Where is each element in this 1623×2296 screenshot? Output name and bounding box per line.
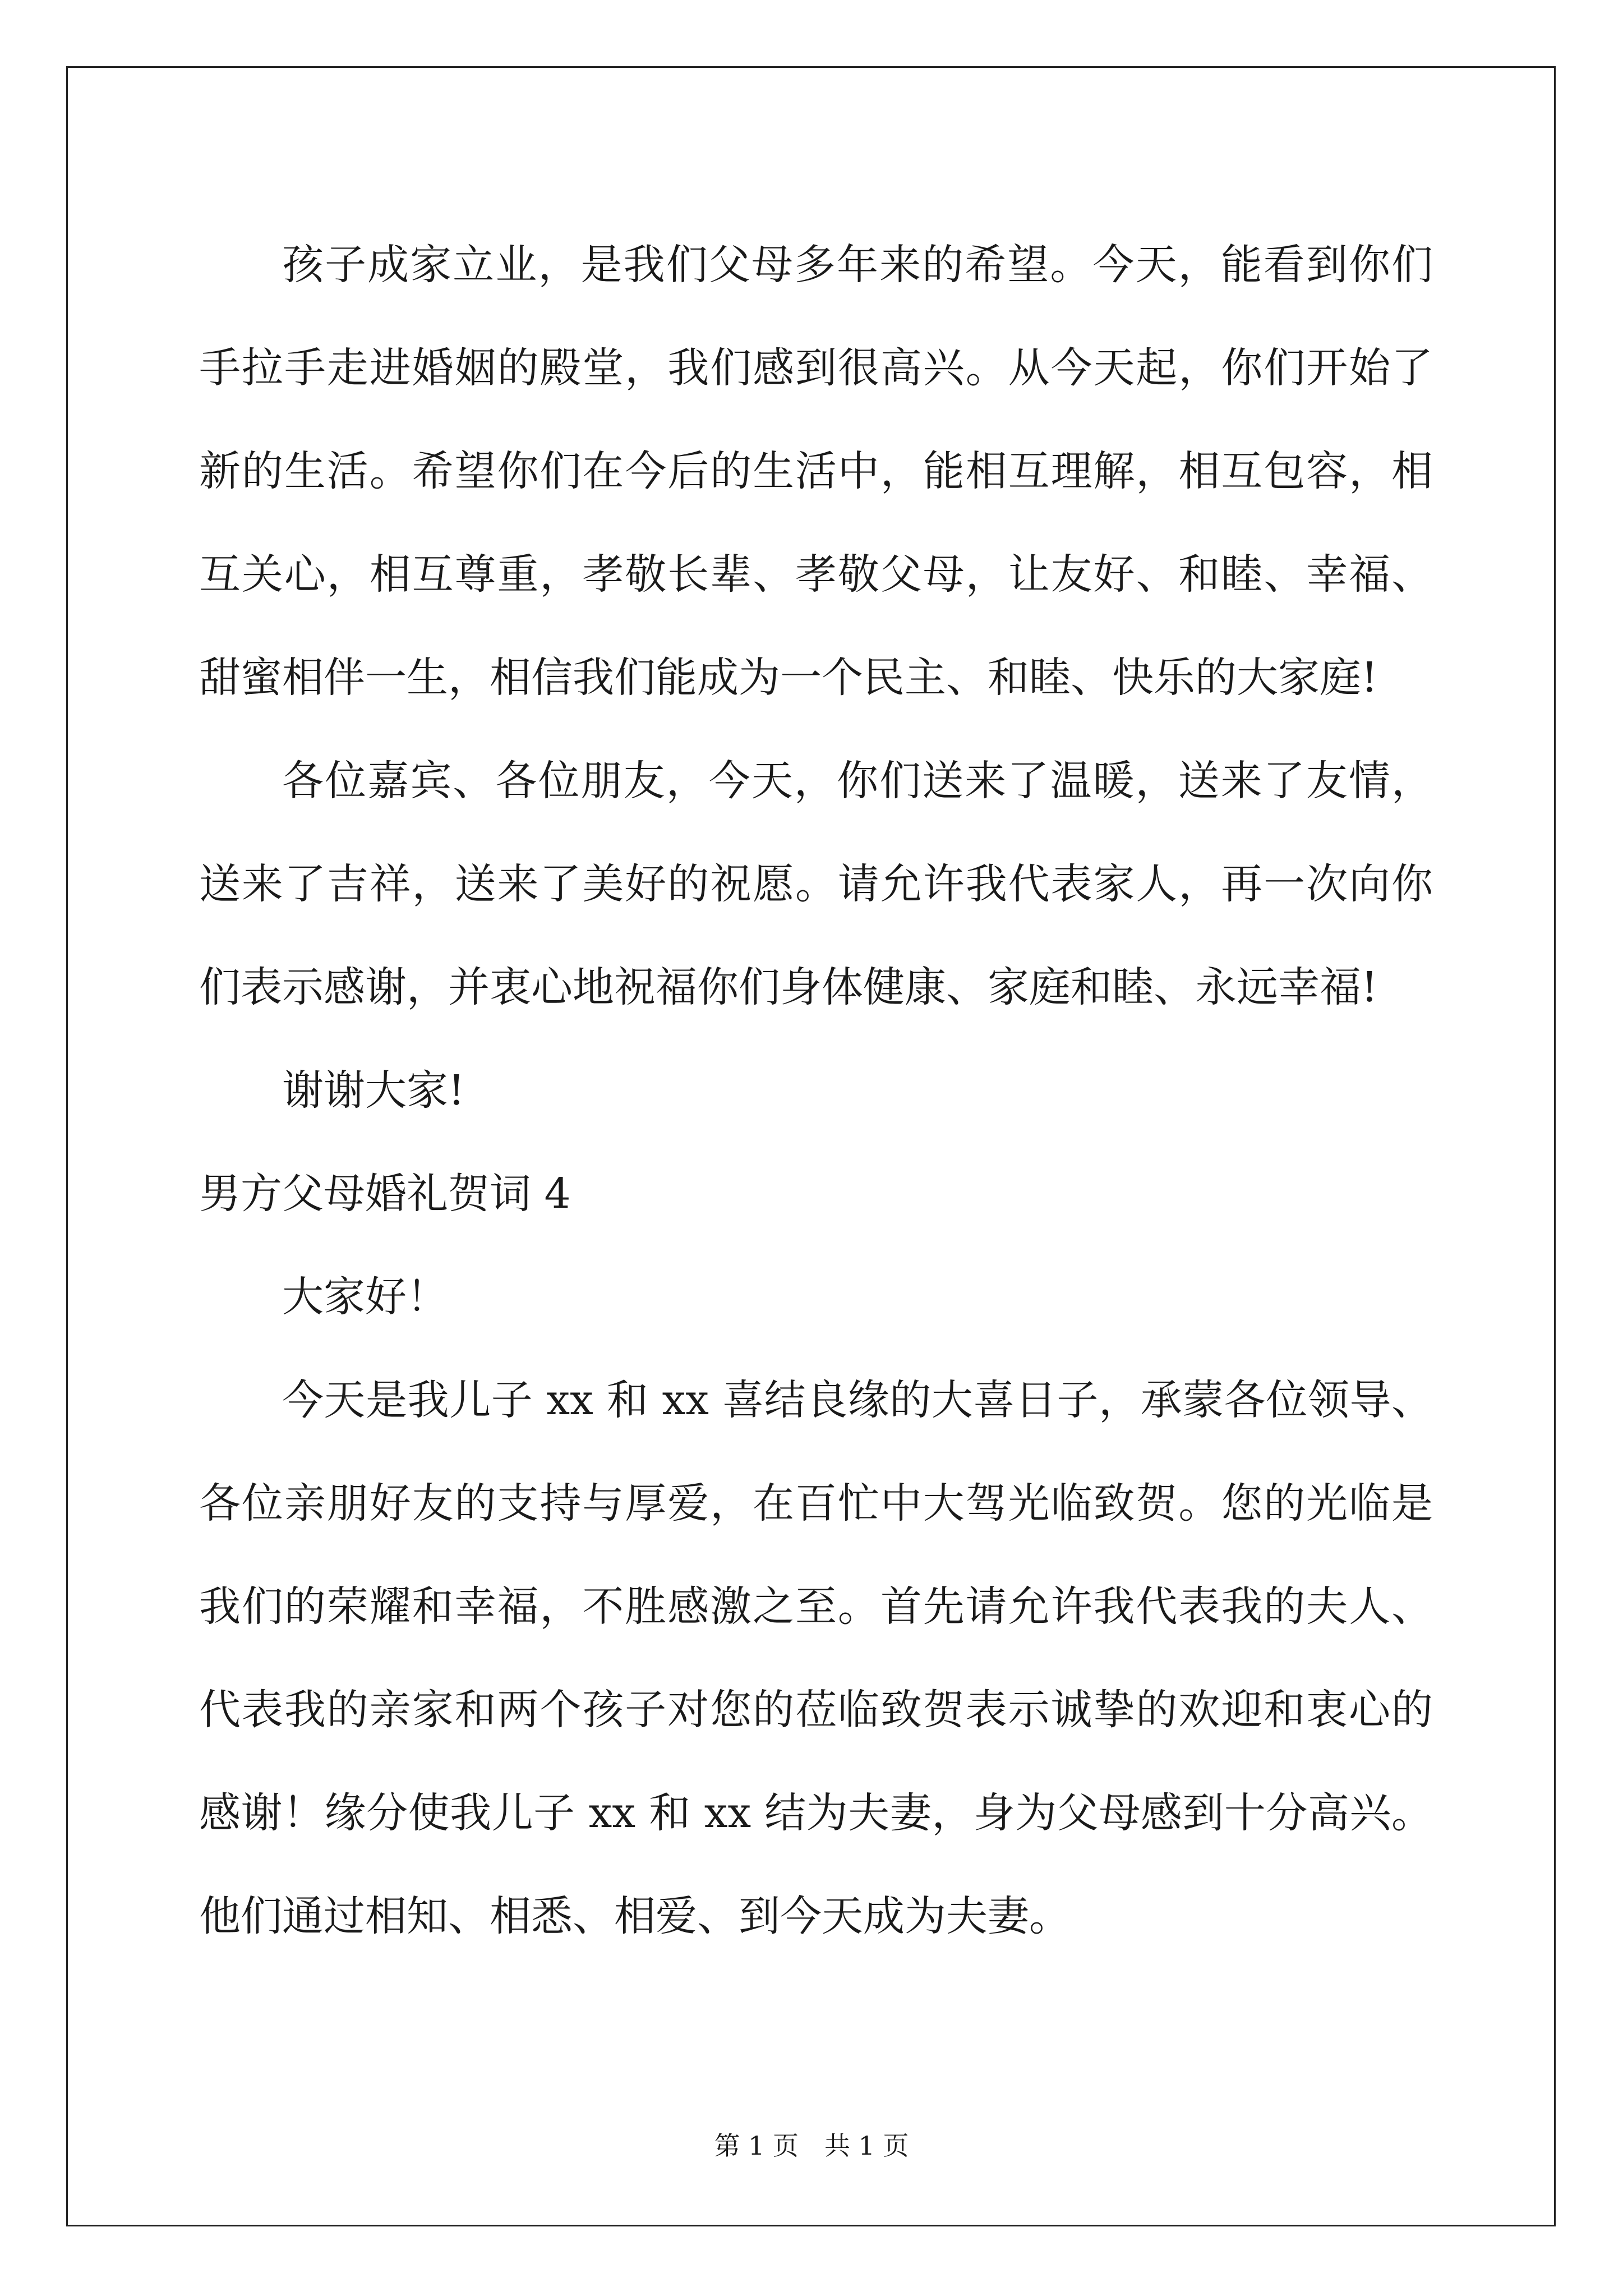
- paragraph-1: 孩子成家立业，是我们父母多年来的希望。今天，能看到你们手拉手走进婚姻的殿堂，我们感到很高兴。从今天起，你们开始了新的生活。希望你们在今后的生活中，能相互理解，相互包容，相互关心，相互尊重，孝敬长辈、孝敬父母，让友好、和睦、幸福、甜蜜相伴一生，相信我们能成为一个民主、和睦、快乐的大家庭!: [199, 241, 1433, 702]
- page-footer: 第 1 页 共 1 页: [714, 2131, 909, 2161]
- document-body: [199, 213, 1433, 1968]
- paragraph-3: 谢谢大家!: [282, 1066, 465, 1115]
- paragraph-5: 今天是我儿子 xx 和 xx 喜结良缘的大喜日子，承蒙各位领导、各位亲朋好友的支持与厚爱，在百忙中大驾光临致贺。您的光临是我们的荣耀和幸福，不胜感激之至。首先请允许我代表我的夫人、代表我的亲家和两个孩子对您的莅临致贺表示诚挚的欢迎和衷心的感谢！缘分使我儿子 xx 和 xx 结为夫妻，身为父母感到十分高兴。他们通过相知、相悉、相爱、到今天成为夫妻。: [199, 1376, 1433, 1940]
- paragraph-2: 各位嘉宾、各位朋友，今天，你们送来了温暖，送来了友情，送来了吉祥，送来了美好的祝愿。请允许我代表家人，再一次向你们表示感谢，并衷心地祝福你们身体健康、家庭和睦、永远幸福!: [199, 757, 1433, 1011]
- paragraph-greeting: 大家好！: [282, 1273, 448, 1321]
- section-heading: 男方父母婚礼贺词 4: [199, 1170, 571, 1218]
